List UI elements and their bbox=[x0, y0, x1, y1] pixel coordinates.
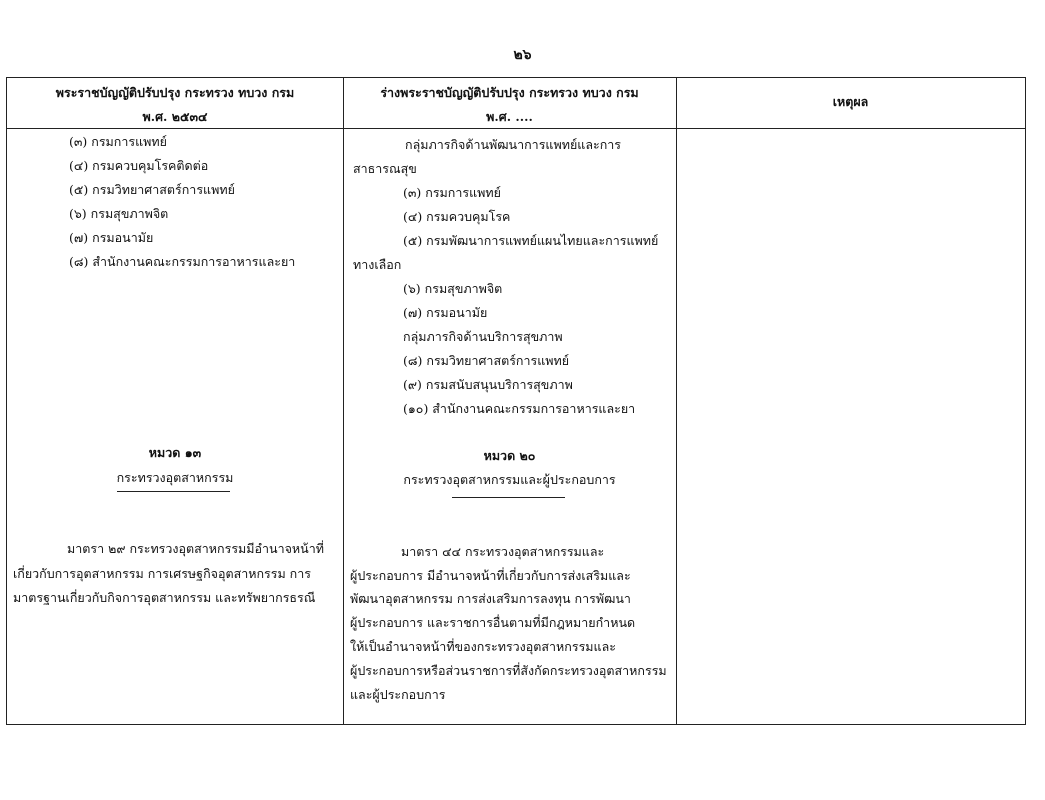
group-heading: กลุ่มภารกิจด้านบริการสุขภาพ bbox=[403, 329, 563, 344]
list-item: (๘) สำนักงานคณะกรรมการอาหารและยา bbox=[69, 254, 296, 269]
section-text: ให้เป็นอำนาจหน้าที่ของกระทรวงอุตสาหกรรมและ bbox=[350, 639, 616, 654]
title-underline bbox=[452, 497, 565, 498]
title-underline bbox=[117, 491, 230, 492]
list-item: (๖) กรมสุขภาพจิต bbox=[403, 281, 503, 296]
list-item: (๙) กรมสนับสนุนบริการสุขภาพ bbox=[403, 377, 573, 392]
list-item: (๓) กรมการแพทย์ bbox=[69, 134, 167, 149]
section-text: ผู้ประกอบการหรือส่วนราชการที่สังกัดกระทรวงอุตสาหกรรม bbox=[350, 663, 667, 678]
list-item: (๖) กรมสุขภาพจิต bbox=[69, 206, 169, 221]
section-text: มาตรา ๔๔ กระทรวงอุตสาหกรรมและ bbox=[401, 544, 605, 559]
comparison-table bbox=[6, 77, 1026, 725]
section-text: เกี่ยวกับการอุตสาหกรรม การเศรษฐกิจอุตสาหกรรม การ bbox=[13, 566, 311, 581]
page-number: ๒๖ bbox=[513, 47, 532, 63]
group-heading: กลุ่มภารกิจด้านพัฒนาการแพทย์และการ bbox=[405, 137, 622, 152]
section-text: มาตรฐานเกี่ยวกับกิจการอุตสาหกรรม และทรัพยากรธรณี bbox=[13, 590, 316, 605]
chapter-number: หมวด ๑๓ bbox=[148, 445, 202, 460]
header-col3: เหตุผล bbox=[832, 94, 869, 109]
group-heading: สาธารณสุข bbox=[353, 161, 417, 176]
chapter-title: กระทรวงอุตสาหกรรมและผู้ประกอบการ bbox=[403, 472, 616, 487]
section-text: และผู้ประกอบการ bbox=[350, 687, 446, 702]
list-item: (๗) กรมอนามัย bbox=[403, 305, 488, 320]
list-item: (๕) กรมพัฒนาการแพทย์แผนไทยและการแพทย์ bbox=[403, 233, 659, 248]
list-item: (๔) กรมควบคุมโรคติดต่อ bbox=[69, 158, 209, 173]
section-text: ผู้ประกอบการ มีอำนาจหน้าที่เกี่ยวกับการส่งเสริมและ bbox=[350, 568, 631, 583]
column-divider bbox=[676, 78, 677, 724]
list-item: (๘) กรมวิทยาศาสตร์การแพทย์ bbox=[403, 353, 570, 368]
list-item: (๔) กรมควบคุมโรค bbox=[403, 209, 511, 224]
list-item: (๕) กรมวิทยาศาสตร์การแพทย์ bbox=[69, 182, 235, 197]
section-text: มาตรา ๒๙ กระทรวงอุตสาหกรรมมีอำนาจหน้าที่ bbox=[67, 541, 324, 556]
list-item: (๗) กรมอนามัย bbox=[69, 230, 154, 245]
section-text: ผู้ประกอบการ และราชการอื่นตามที่มีกฎหมายกำหนด bbox=[350, 615, 636, 630]
header-col2: ร่างพระราชบัญญัติปรับปรุง กระทรวง ทบวง กรม พ.ศ. .... bbox=[380, 85, 639, 124]
column-divider bbox=[343, 78, 344, 724]
chapter-title: กระทรวงอุตสาหกรรม bbox=[116, 470, 234, 485]
list-item: ทางเลือก bbox=[353, 257, 402, 272]
header-col1: พระราชบัญญัติปรับปรุง กระทรวง ทบวง กรม พ.ศ. ๒๕๓๔ bbox=[55, 85, 295, 124]
list-item: (๓) กรมการแพทย์ bbox=[403, 185, 501, 200]
list-item: (๑๐) สำนักงานคณะกรรมการอาหารและยา bbox=[403, 401, 636, 416]
chapter-number: หมวด ๒๐ bbox=[483, 448, 536, 463]
section-text: พัฒนาอุตสาหกรรม การส่งเสริมการลงทุน การพัฒนา bbox=[350, 591, 631, 606]
